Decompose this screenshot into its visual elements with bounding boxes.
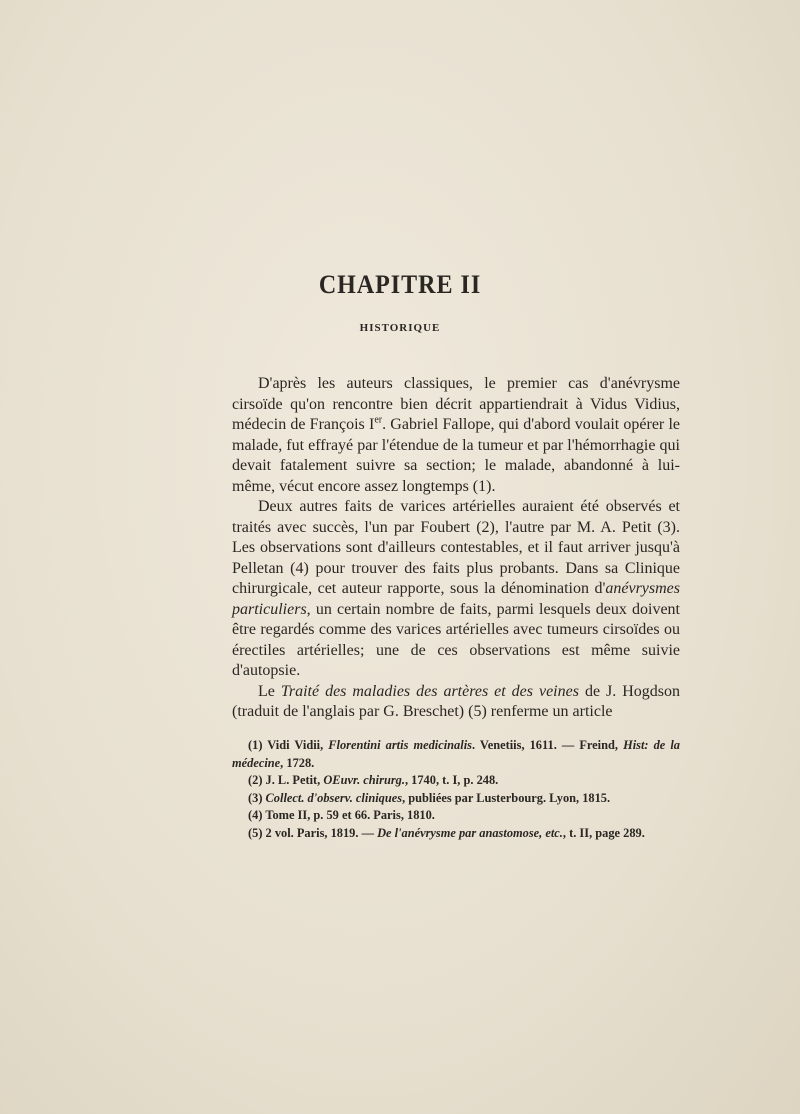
footnotes: [232, 737, 680, 842]
footnote-italic: OEuvr. chirurg.: [323, 773, 405, 787]
footnote-text: (4) Tome II, p. 59 et 66. Paris, 1810.: [248, 808, 435, 822]
footnote-3: [232, 790, 680, 808]
footnote-2: [232, 772, 680, 790]
footnote-text: , t. II, page 289.: [562, 825, 645, 840]
footnote-italic: Hist: de la médecine: [232, 738, 680, 770]
footnote-text: . Venetiis, 1611. — Freind,: [471, 738, 624, 752]
footnote-italic: Collect. d'observ. cliniques: [265, 790, 403, 805]
chapter-title: CHAPITRE II: [318, 270, 482, 300]
paragraph-2-text: Deux autres faits de varices artérielles auraient été observés et traités avec succès, l'un par Foubert (2), l'autre par M. A. Petit (3). Les observations sont d'ailleurs contestables, et il faut arriver jusqu'à Pelletan (4) pour trouver des faits plus probants. Dans sa Clinique chirurgicale, cet auteur rapporte, sous la dénomination d': [232, 498, 680, 597]
footnote-text: (3): [248, 790, 266, 805]
footnote-5: [232, 825, 680, 843]
section-title: HISTORIQUE: [359, 322, 441, 334]
paragraph-3-italic: Traité des maladies des artères et des veines: [280, 682, 579, 700]
footnote-text: , 1728.: [280, 755, 315, 770]
paragraph-1: [232, 374, 680, 497]
paragraph-3: [232, 682, 680, 723]
footnote-text: (2) J. L. Petit,: [248, 773, 324, 787]
body-text: [232, 374, 680, 723]
footnote-italic: Florentini artis medicinalis: [328, 738, 472, 752]
footnote-text: (5) 2 vol. Paris, 1819. —: [248, 825, 378, 840]
paragraph-2-text-end: , un certain nombre de faits, parmi lesquels deux doivent être regardés comme des varices artérielles avec tumeurs cirsoïdes ou érectiles artérielles; une de ces observations est même suivie d'autopsie.: [232, 600, 680, 679]
paragraph-1-text: D'après les auteurs classiques, le premier cas d'anévrysme cirsoïde qu'on rencontre bien décrit appartiendrait à Vidus Vidius, médecin de François I: [232, 375, 680, 433]
footnote-4: [232, 807, 680, 825]
footnote-text: , publiées par Lusterbourg. Lyon, 1815.: [402, 790, 611, 805]
footnote-text: , 1740, t. I, p. 248.: [404, 773, 499, 787]
footnote-italic: De l'anévrysme par anastomose, etc.: [377, 825, 563, 840]
paragraph-3-text: Le: [258, 682, 281, 700]
footnote-text: (1) Vidi Vidii,: [248, 738, 329, 752]
paragraph-3-text-end: de J. Hogdson (traduit de l'anglais par G. Breschet) (5) renferme un article: [232, 682, 681, 720]
paragraph-2: [232, 497, 680, 682]
paragraph-2-italic: anévrysmes particuliers: [232, 580, 680, 618]
footnote-1: [232, 737, 680, 772]
superscript: er: [374, 414, 383, 426]
paragraph-1-text-end: . Gabriel Fallope, qui d'abord voulait opérer le malade, fut effrayé par l'étendue de la tumeur et par l'hémorrhagie qui devait fatalement suivre sa section; le malade, abandonné à lui-même, vécut encore assez longtemps (1).: [232, 416, 680, 495]
